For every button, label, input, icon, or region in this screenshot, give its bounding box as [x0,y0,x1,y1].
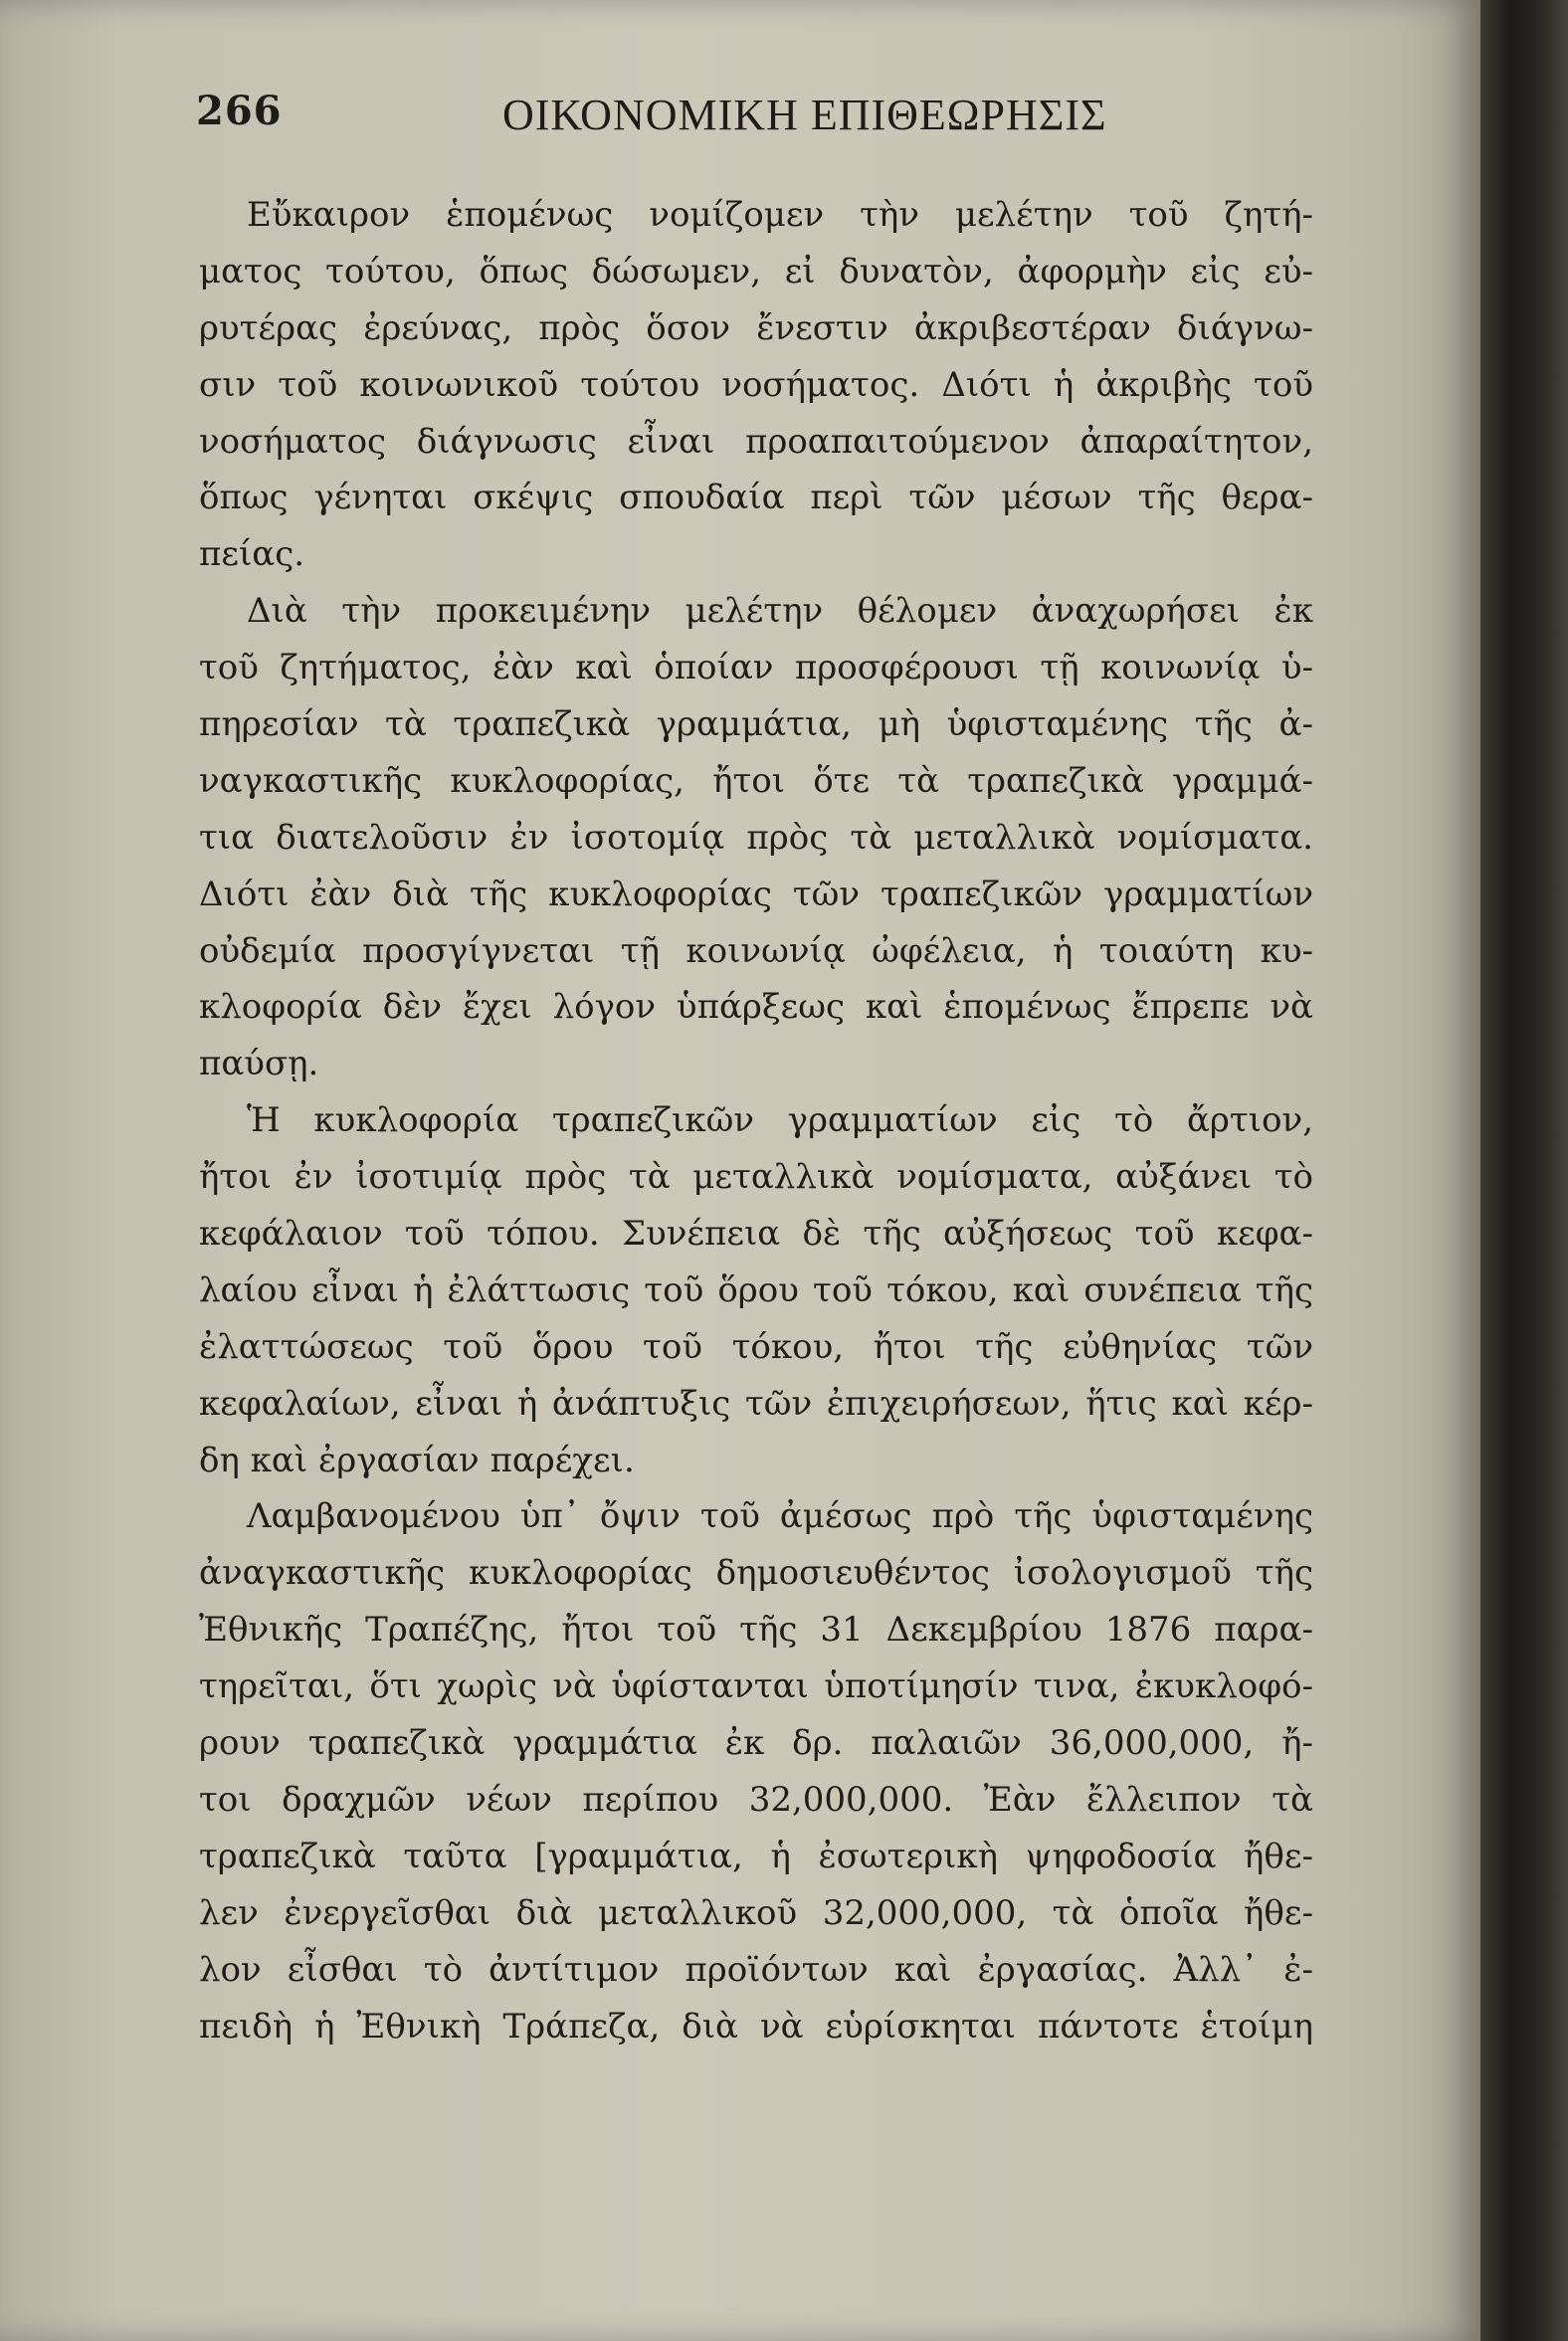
paragraph-3 [199,1092,1313,1488]
text-line: Ἐθνικῆς Τραπέζης, ἤτοι τοῦ τῆς 31 Δεκεμβρίου 1876 παρα- [199,1610,1313,1651]
body-text [199,187,1313,2054]
text-line: νοσήματος διάγνωσις εἶναι προαπαιτούμενον ἀπαραίτητον, [199,421,1313,462]
text-line: πείας. [199,534,305,575]
text-line: τοῦ ζητήματος, ἐὰν καὶ ὁποίαν προσφέρουσι τῇ κοινωνίᾳ ὑ- [199,648,1313,688]
text-line: πηρεσίαν τὰ τραπεζικὰ γραμμάτια, μὴ ὑφισταμένης τῆς ἀ- [199,704,1313,745]
text-line: σιν τοῦ κοινωνικοῦ τούτου νοσήματος. Διότι ἡ ἀκριβὴς τοῦ [199,364,1313,405]
text-line: ματος τούτου, ὅπως δώσωμεν, εἰ δυνατὸν, ἀφορμὴν εἰς εὐ- [199,251,1313,292]
paragraph-2 [199,583,1313,1092]
text-line: λαίου εἶναι ἡ ἐλάττωσις τοῦ ὅρου τοῦ τόκου, καὶ συνέπεια τῆς [199,1269,1313,1310]
text-line: λον εἶσθαι τὸ ἀντίτιμον προϊόντων καὶ ἐργασίας. Ἀλλ᾿ ἐ- [199,1949,1313,1990]
book-spine-shadow [1480,0,1568,2341]
text-line: πειδὴ ἡ Ἐθνικὴ Τράπεζα, διὰ νὰ εὑρίσκηται πάντοτε ἑτοίμη [199,2006,1313,2047]
running-title: ΟΙΚΟΝΟΜΙΚΗ ΕΠΙΘΕΩΡΗΣΙΣ [502,91,1107,139]
text-line: κεφαλαίων, εἶναι ἡ ἀνάπτυξις τῶν ἐπιχειρήσεων, ἥτις καὶ κέρ- [199,1383,1313,1424]
page-header [0,88,1480,147]
text-line: Διὰ τὴν προκειμένην μελέτην θέλομεν ἀναχωρήσει ἐκ [247,591,1313,632]
text-line: ρουν τραπεζικὰ γραμμάτια ἐκ δρ. παλαιῶν 36,000,000, ἤ- [199,1723,1313,1764]
text-line: ἀναγκαστικῆς κυκλοφορίας δημοσιευθέντος ἰσολογισμοῦ τῆς [199,1553,1313,1594]
text-line: Εὔκαιρον ἑπομένως νομίζομεν τὴν μελέτην τοῦ ζητή- [247,195,1313,235]
text-line: τια διατελοῦσιν ἐν ἰσοτομίᾳ πρὸς τὰ μεταλλικὰ νομίσματα. [199,817,1313,858]
text-line: Ἡ κυκλοφορία τραπεζικῶν γραμματίων εἰς τὸ ἄρτιον, [247,1100,1313,1141]
text-line: ἐλαττώσεως τοῦ ὅρου τοῦ τόκου, ἤτοι τῆς εὐθηνίας τῶν [199,1326,1313,1367]
text-line: οὐδεμία προσγίγνεται τῇ κοινωνίᾳ ὠφέλεια, ἡ τοιαύτη κυ- [199,930,1313,971]
text-line: Διότι ἐὰν διὰ τῆς κυκλοφορίας τῶν τραπεζικῶν γραμματίων [199,874,1313,914]
text-line: κεφάλαιον τοῦ τόπου. Συνέπεια δὲ τῆς αὐξήσεως τοῦ κεφα- [199,1214,1313,1255]
text-line: Λαμβανομένου ὑπ᾿ ὄψιν τοῦ ἀμέσως πρὸ τῆς ὑφισταμένης [247,1496,1313,1537]
text-line: ἤτοι ἐν ἰσοτιμίᾳ πρὸς τὰ μεταλλικὰ νομίσματα, αὐξάνει τὸ [199,1157,1313,1198]
text-line: τηρεῖται, ὅτι χωρὶς νὰ ὑφίστανται ὑποτίμησίν τινα, ἐκυκλοφό- [199,1666,1313,1707]
text-line: τοι δραχμῶν νέων περίπου 32,000,000. Ἐὰν ἔλλειπον τὰ [199,1779,1313,1820]
text-line: ναγκαστικῆς κυκλοφορίας, ἤτοι ὅτε τὰ τραπεζικὰ γραμμά- [199,760,1313,801]
page-number: 266 [196,88,283,134]
paragraph-4 [199,1488,1313,2054]
text-line: δη καὶ ἐργασίαν παρέχει. [199,1440,635,1480]
text-line: παύσῃ. [199,1044,319,1084]
text-line: ρυτέρας ἐρεύνας, πρὸς ὅσον ἔνεστιν ἀκριβεστέραν διάγνω- [199,307,1313,348]
text-line: ὅπως γένηται σκέψις σπουδαία περὶ τῶν μέσων τῆς θερα- [199,478,1313,518]
text-line: λεν ἐνεργεῖσθαι διὰ μεταλλικοῦ 32,000,000, τὰ ὁποῖα ἤθε- [199,1892,1313,1933]
text-line: τραπεζικὰ ταῦτα [γραμμάτια, ἡ ἐσωτερικὴ ψηφοδοσία ἤθε- [199,1836,1313,1876]
paragraph-1 [199,187,1313,583]
text-line: κλοφορία δὲν ἔχει λόγον ὑπάρξεως καὶ ἑπομένως ἔπρεπε νὰ [199,987,1313,1028]
